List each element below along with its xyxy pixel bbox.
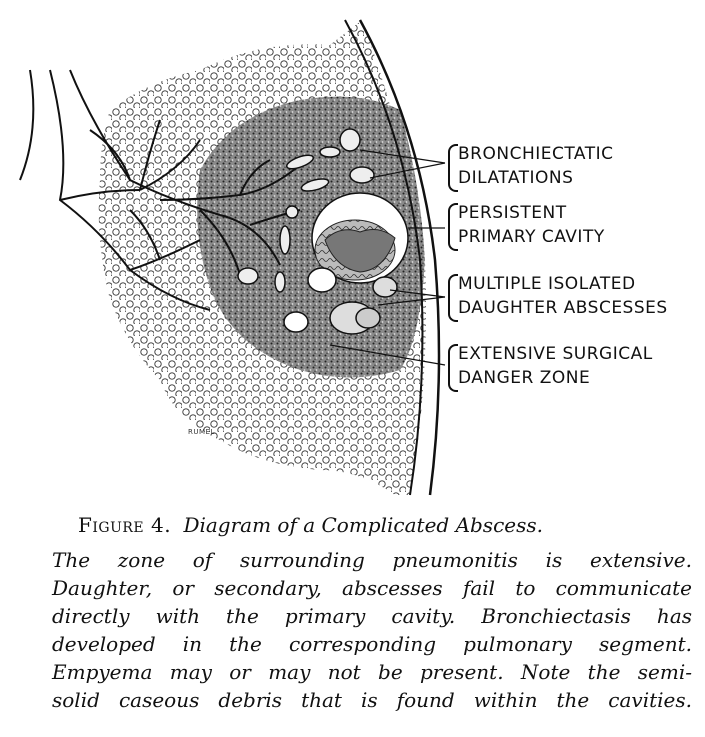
caption-line: directly with the primary cavity. Bronchiectasis has <box>52 604 692 628</box>
label-danger-zone <box>458 342 653 390</box>
label-line: PRIMARY CAVITY <box>458 227 605 247</box>
bracket-icon <box>448 274 458 322</box>
figure-number: Figure 4. <box>78 513 172 537</box>
bracket-icon <box>448 344 458 392</box>
caption-body <box>52 546 692 714</box>
caption-line: solid caseous debris that is found within the cavities. <box>52 688 692 712</box>
label-bronchiectatic-dilatations <box>458 142 614 190</box>
label-persistent-primary-cavity <box>458 201 605 249</box>
caption-line: Daughter, or secondary, abscesses fail to communicate <box>52 576 692 600</box>
label-line: DILATATIONS <box>458 168 574 188</box>
label-line: PERSISTENT <box>458 203 567 223</box>
caption-line: developed in the corresponding pulmonary segment. <box>52 632 692 656</box>
figure-caption <box>52 510 692 714</box>
label-line: DANGER ZONE <box>458 368 591 388</box>
label-line: EXTENSIVE SURGICAL <box>458 344 653 364</box>
label-daughter-abscesses <box>458 272 668 320</box>
caption-line: The zone of surrounding pneumonitis is extensive. <box>52 548 692 572</box>
label-line: BRONCHIECTATIC <box>458 144 614 164</box>
label-line: DAUGHTER ABSCESSES <box>458 298 668 318</box>
label-line: MULTIPLE ISOLATED <box>458 274 636 294</box>
caption-title <box>78 510 692 540</box>
artist-signature: RUMEL <box>188 428 215 436</box>
figure-title: Diagram of a Complicated Abscess. <box>183 513 543 537</box>
caption-line: Empyema may or may not be present. Note the semi- <box>52 660 692 684</box>
bracket-icon <box>448 144 458 192</box>
bracket-icon <box>448 203 458 251</box>
